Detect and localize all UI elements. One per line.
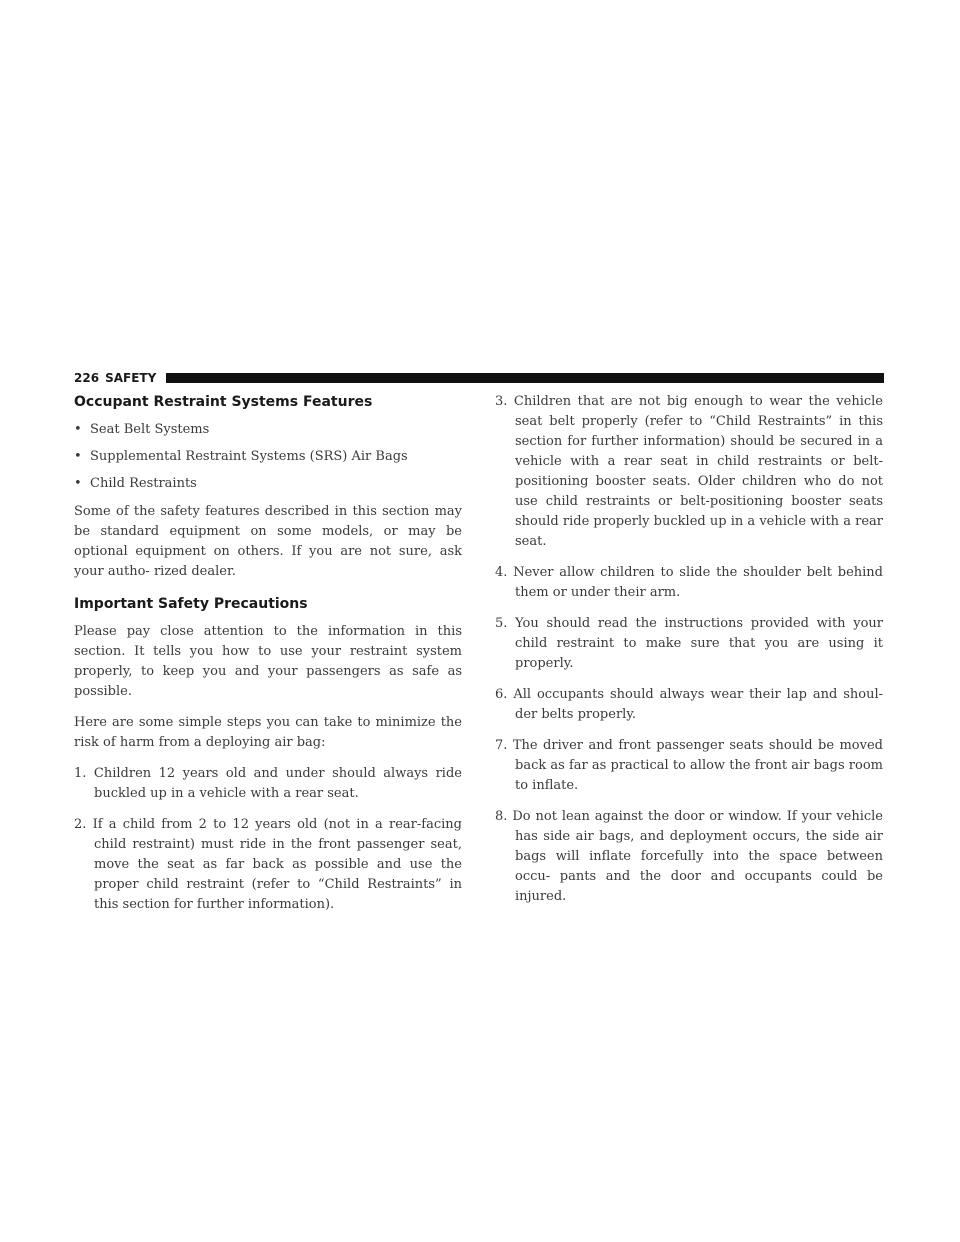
list-item bbox=[74, 420, 462, 440]
step-number: 8. bbox=[495, 809, 508, 824]
paragraph-safety-features: Some of the safety features described in this section may be standard equipment on some models, or may be optional equipment on others. If you are not sure, ask your autho- rized dealer. bbox=[74, 504, 462, 579]
step-number: 1. bbox=[74, 766, 87, 781]
bullet-icon: • bbox=[74, 449, 82, 464]
page-number: 226 bbox=[74, 371, 100, 385]
step-number: 4. bbox=[495, 565, 508, 580]
list-item bbox=[74, 764, 462, 804]
page-header bbox=[74, 368, 884, 388]
steps-list-right bbox=[495, 392, 883, 907]
steps-list-left bbox=[74, 764, 462, 915]
step-number: 5. bbox=[495, 616, 508, 631]
bullet-icon: • bbox=[74, 476, 82, 491]
list-item bbox=[495, 807, 883, 907]
list-item bbox=[495, 392, 883, 552]
paragraph-attention: Please pay close attention to the information in this section. It tells you how to use your restraint system properly, to keep you and your passengers as safe as possible. bbox=[74, 624, 462, 699]
list-item-text: Supplemental Restraint Systems (SRS) Air Bags bbox=[90, 449, 408, 464]
list-item bbox=[495, 736, 883, 796]
feature-list bbox=[74, 420, 462, 494]
list-item bbox=[74, 474, 462, 494]
list-item bbox=[495, 614, 883, 674]
paragraph-simple-steps: Here are some simple steps you can take to minimize the risk of harm from a deploying air bag: bbox=[74, 715, 462, 750]
heading-safety-precautions: Important Safety Precautions bbox=[74, 596, 308, 612]
header-rule bbox=[166, 373, 884, 383]
list-item bbox=[495, 563, 883, 603]
left-column bbox=[74, 392, 462, 926]
step-text: If a child from 2 to 12 years old (not in a rear-facing child restraint) must ride in the front passenger seat, move the seat as far back as possible and use the proper child restraint (refer to “Child Restraints” in this section for further information). bbox=[92, 817, 462, 912]
step-number: 6. bbox=[495, 687, 508, 702]
step-text: Never allow children to slide the shoulder belt behind them or under their arm. bbox=[513, 565, 883, 600]
step-text: The driver and front passenger seats should be moved back as far as practical to allow the front air bags room to inflate. bbox=[512, 738, 883, 793]
step-number: 3. bbox=[495, 394, 508, 409]
heading-occupant-restraint: Occupant Restraint Systems Features bbox=[74, 394, 373, 410]
step-text: Children 12 years old and under should always ride buckled up in a vehicle with a rear seat. bbox=[93, 766, 462, 801]
step-number: 2. bbox=[74, 817, 87, 832]
list-item-text: Child Restraints bbox=[90, 476, 197, 491]
step-number: 7. bbox=[495, 738, 508, 753]
list-item bbox=[495, 685, 883, 725]
list-item bbox=[74, 447, 462, 467]
section-title: SAFETY bbox=[105, 371, 157, 385]
right-column bbox=[495, 392, 883, 918]
list-item bbox=[74, 815, 462, 915]
step-text: Do not lean against the door or window. If your vehicle has side air bags, and deployment occurs, the side air bags will inflate forcefully into the space between occu- pants and the door and occupants could be injured. bbox=[512, 809, 883, 904]
step-text: You should read the instructions provided with your child restraint to make sure that you are using it properly. bbox=[515, 616, 883, 671]
bullet-icon: • bbox=[74, 422, 82, 437]
step-text: All occupants should always wear their lap and shoul- der belts properly. bbox=[513, 687, 883, 722]
list-item-text: Seat Belt Systems bbox=[90, 422, 210, 437]
step-text: Children that are not big enough to wear the vehicle seat belt properly (refer to “Child Restraints” in this section for further information) should be secured in a vehicle with a rear seat in child restraints or belt-positioning booster seats. Older children who do not use child restraints or belt-positioning booster seats should ride properly buckled up in a vehicle with a rear seat. bbox=[513, 394, 883, 549]
